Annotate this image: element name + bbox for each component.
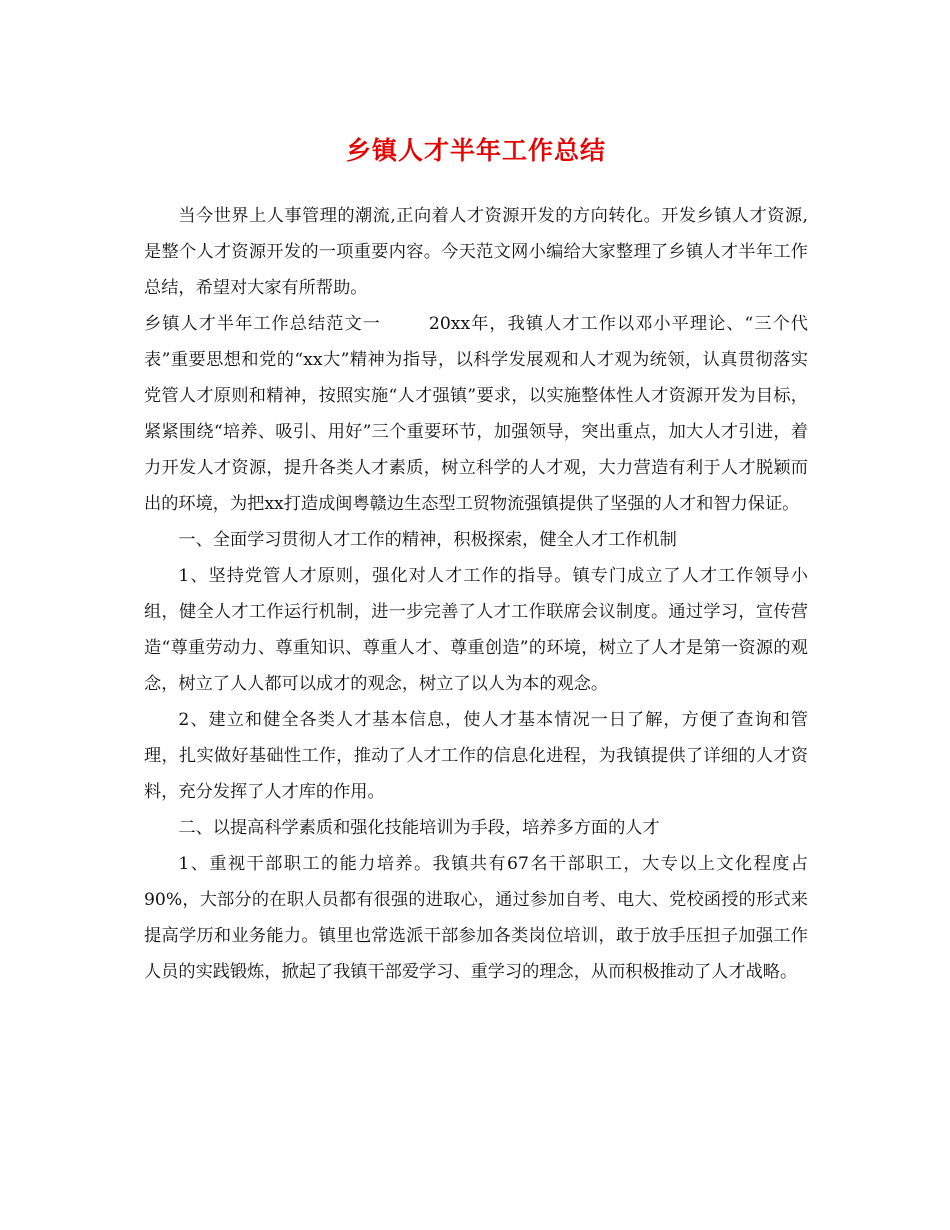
section1-item2: 2、建立和健全各类人才基本信息，使人才基本情况一日了解，方便了查询和管理，扎实做好基础性工作，推动了人才工作的信息化进程，为我镇提供了详细的人才资料，充分发挥了人才库的作用。 (144, 710, 808, 802)
section2-heading: 二、以提高科学素质和强化技能培训为手段，培养多方面的人才 (178, 818, 660, 838)
document-body (144, 198, 808, 990)
section1-item1: 1、坚持党管人才原则，强化对人才工作的指导。镇专门成立了人才工作领导小组，健全人才工作运行机制，进一步完善了人才工作联席会议制度。通过学习，宣传营造“尊重劳动力、尊重知识、尊重人才、尊重创造”的环境，树立了人才是第一资源的观念，树立了人人都可以成才的观念，树立了以人为本的观念。 (144, 566, 808, 694)
sample-heading: 乡镇人才半年工作总结范文一 (144, 314, 381, 334)
intro-paragraph: 当今世界上人事管理的潮流,正向着人才资源开发的方向转化。开发乡镇人才资源,是整个人才资源开发的一项重要内容。今天范文网小编给大家整理了乡镇人才半年工作总结，希望对大家有所帮助。 (144, 206, 808, 298)
section1-heading: 一、全面学习贯彻人才工作的精神，积极探索，健全人才工作机制 (178, 530, 677, 550)
document-title: 乡镇人才半年工作总结 (345, 136, 606, 165)
section2-item1: 1、重视干部职工的能力培养。我镇共有67名干部职工，大专以上文化程度占90%，大部分的在职人员都有很强的进取心，通过参加自考、电大、党校函授的形式来提高学历和业务能力。镇里也常选派干部参加各类岗位培训，敢于放手压担子加强工作人员的实践锻炼，掀起了我镇干部爱学习、重学习的理念，从而积极推动了人才战略。 (144, 854, 808, 982)
sample-paragraph (144, 306, 808, 522)
document-page (144, 120, 808, 990)
sample-body: 20xx年，我镇人才工作以邓小平理论、“三个代表”重要思想和党的“xx大”精神为指导，以科学发展观和人才观为统领，认真贯彻落实党管人才原则和精神，按照实施“人才强镇”要求，以实施整体性人才资源开发为目标，紧紧围绕“培养、吸引、用好”三个重要环节，加强领导，突出重点，加大人才引进，着力开发人才资源，提升各类人才素质，树立科学的人才观，大力营造有利于人才脱颖而出的环境，为把xx打造成闽粤赣边生态型工贸物流强镇提供了坚强的人才和智力保证。 (144, 314, 808, 514)
